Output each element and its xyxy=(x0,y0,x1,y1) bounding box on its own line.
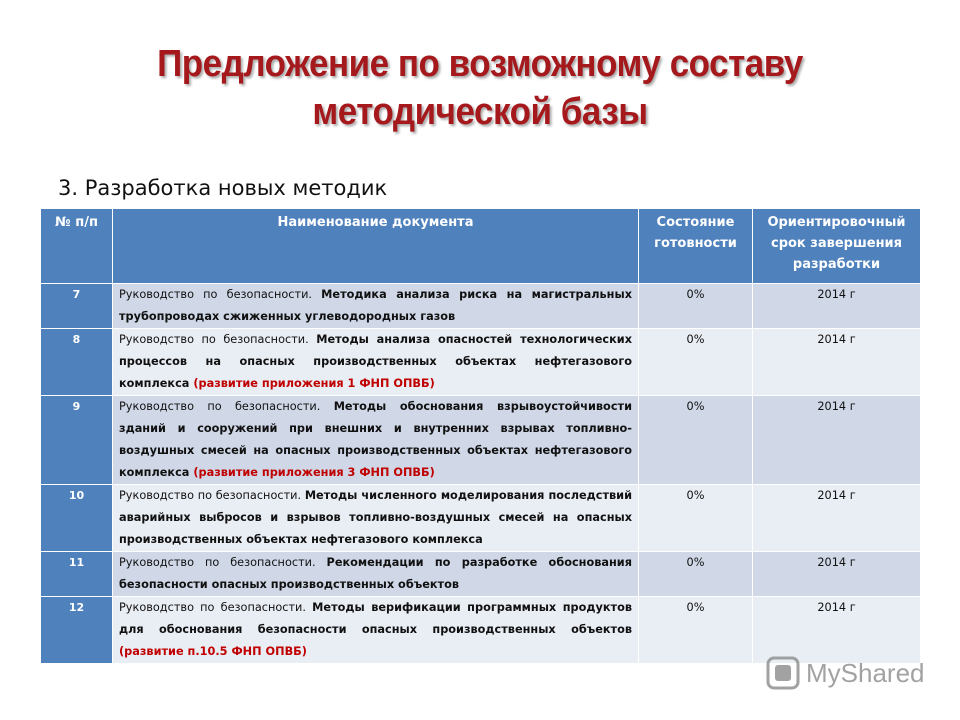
row-number: 7 xyxy=(41,284,113,329)
deadline-cell: 2014 г xyxy=(753,552,921,597)
status-cell: 0% xyxy=(639,485,753,552)
title-line-2: методической базы xyxy=(312,91,648,133)
deadline-cell: 2014 г xyxy=(753,329,921,396)
document-title: Методы обоснования взрывоустойчивости зданий и сооружений при внешних и внутренних взрывах топливно-воздушных смесей на опасных производственных объектах нефтегазового комплекса xyxy=(119,400,632,479)
status-cell: 0% xyxy=(639,329,753,396)
document-prefix: Руководство по безопасности. xyxy=(119,333,317,346)
slide-title xyxy=(38,40,921,136)
status-cell: 0% xyxy=(639,597,753,664)
document-prefix: Руководство по безопасности. xyxy=(119,288,322,301)
table-row xyxy=(41,597,921,664)
status-cell: 0% xyxy=(639,284,753,329)
document-prefix: Руководство по безопасности. xyxy=(119,556,327,569)
deadline-cell: 2014 г xyxy=(753,485,921,552)
table-header-row xyxy=(41,209,921,284)
header-number: № п/п xyxy=(41,209,113,284)
table-row xyxy=(41,329,921,396)
table-row xyxy=(41,485,921,552)
document-name xyxy=(113,396,639,485)
document-title: Методы анализа опасностей технологических процессов на опасных производственных объектах нефтегазового комплекса xyxy=(119,333,632,390)
row-number: 12 xyxy=(41,597,113,664)
row-number: 9 xyxy=(41,396,113,485)
table-row xyxy=(41,396,921,485)
document-title: Рекомендации по разработке обоснования безопасности опасных производственных объектов xyxy=(119,556,632,591)
myshared-watermark xyxy=(766,656,925,690)
header-status: Состояние готовности xyxy=(639,209,753,284)
section-heading: 3. Разработка новых методик xyxy=(58,176,388,200)
row-number: 10 xyxy=(41,485,113,552)
title-line-1: Предложение по возможному составу xyxy=(157,43,803,85)
document-prefix: Руководство по безопасности. xyxy=(119,400,334,413)
deadline-cell: 2014 г xyxy=(753,396,921,485)
row-number: 11 xyxy=(41,552,113,597)
document-name xyxy=(113,552,639,597)
table-row xyxy=(41,552,921,597)
header-document-name: Наименование документа xyxy=(113,209,639,284)
watermark-text: MyShared xyxy=(806,657,925,688)
status-cell: 0% xyxy=(639,396,753,485)
document-name xyxy=(113,597,639,664)
table-row xyxy=(41,284,921,329)
document-prefix: Руководство по безопасности. xyxy=(119,489,305,502)
myshared-logo-icon xyxy=(766,656,800,690)
status-cell: 0% xyxy=(639,552,753,597)
methods-table xyxy=(40,208,921,664)
deadline-cell: 2014 г xyxy=(753,597,921,664)
document-note: (развитие приложения 3 ФНП ОПВБ) xyxy=(193,466,435,479)
row-number: 8 xyxy=(41,329,113,396)
document-title: Методы верификации программных продуктов для обоснования безопасности опасных производственных объектов xyxy=(119,601,632,636)
document-title: Методы численного моделирования последствий аварийных выбросов и взрывов топливно-воздушных смесей на опасных производственных объектах нефтегазового комплекса xyxy=(119,489,632,546)
document-name xyxy=(113,485,639,552)
document-name xyxy=(113,284,639,329)
document-note: (развитие приложения 1 ФНП ОПВБ) xyxy=(193,377,435,390)
document-name xyxy=(113,329,639,396)
document-note: (развитие п.10.5 ФНП ОПВБ) xyxy=(119,645,307,658)
document-title: Методика анализа риска на магистральных трубопроводах сжиженных углеводородных газов xyxy=(119,288,632,323)
deadline-cell: 2014 г xyxy=(753,284,921,329)
header-deadline: Ориентировочный срок завершения разработки xyxy=(753,209,921,284)
document-prefix: Руководство по безопасности. xyxy=(119,601,313,614)
